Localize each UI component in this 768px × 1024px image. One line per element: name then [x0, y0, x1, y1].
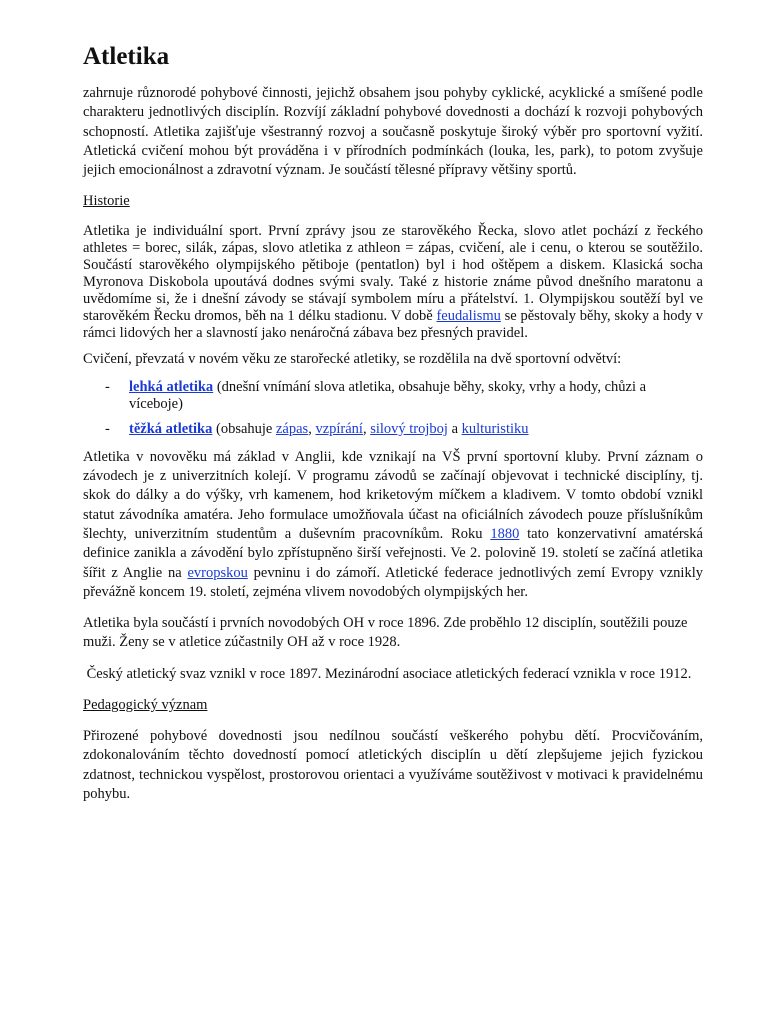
list-item-tezka [83, 421, 703, 438]
novovek-text-2: tato konzervativní amatérská definice zanikla a závodění bylo zpřístupněno širší veřejnosti. Ve 2. polovině 19. století se začíná atletika šířit z Anglie na [83, 525, 703, 581]
pedagogicky-heading: Pedagogický význam [83, 697, 208, 714]
tezka-atletika-link[interactable]: těžká atletika [129, 420, 213, 437]
historie-heading: Historie [83, 193, 130, 210]
zapas-link[interactable]: zápas [275, 420, 309, 437]
dash-bullet: - [105, 420, 110, 437]
year-1880-link[interactable]: 1880 [490, 525, 520, 542]
page-title: Atletika [83, 43, 170, 70]
novovek-text-1: Atletika v novověku má základ v Anglii, kde vznikají na VŠ první sportovní kluby. První záznam o závodech je z univerzitních kolejí. V programu závodů se začínají objevovat i technické disciplíny, tj. skok do dálky a do výšky, vrh kamenem, hod kriketovým míčkem a kladivem. V tomto období vznikl statut závodníka amatéra. Jeho formulace umožňovala účast na oficiálních závodech pouze příslušníkům šlechty, univerzitním studentům a duševním pracovníkům. Roku [83, 448, 703, 542]
cviceni-intro-paragraph: Cvičení, převzatá v novém věku ze starořecké atletiky, se rozdělila na dvě sportovní odvětví: [83, 351, 622, 368]
comma: , [362, 420, 371, 437]
conjunction: a [447, 420, 462, 437]
novovek-text-3: pevninu i do zámoří. Atletické federace jednotlivých zemí Evropy vznikly převážně koncem 19. století, zejména vlivem novodobých olympijských her. [83, 564, 703, 600]
kulturistiku-link[interactable]: kulturistiku [461, 420, 529, 437]
historie-paragraph [83, 223, 703, 342]
oh-paragraph: Atletika byla součástí i prvních novodobých OH v roce 1896. Zde proběhlo 12 disciplín, soutěžili pouze muži. Ženy se v atletice zúčastnily OH až v roce 1928. [83, 615, 688, 651]
document-page [83, 40, 703, 804]
comma: , [308, 420, 316, 437]
svaz-paragraph: Český atletický svaz vznikl v roce 1897. Mezinárodní asociace atletických federací vznikla v roce 1912. [83, 665, 692, 682]
lehka-atletika-desc: (dnešní vnímání slova atletika, obsahuje běhy, skoky, vrhy a hody, chůzi a víceboje) [129, 378, 647, 412]
list-item-lehka [83, 379, 703, 413]
silovy-trojboj-link[interactable]: silový trojboj [370, 420, 448, 437]
novovek-paragraph [83, 448, 703, 602]
historie-text-after: se pěstovaly běhy, skoky a hody v rámci lidových her a slavností jako nenáročná zábava bez přesných pravidel. [83, 308, 703, 342]
pedagogicky-paragraph: Přirozené pohybové dovednosti jsou nedílnou součástí veškerého pohybu dětí. Procvičováním, zdokonalováním těchto dovedností pomocí atletických disciplín u dětí zlepšujeme jejich fyzickou zdatnost, technickou vyspělost, prostorovou orientaci a využíváme soutěživost v motivaci k pravidelnému pohybu. [83, 728, 703, 802]
sport-branches-list [83, 379, 703, 438]
intro-paragraph: zahrnuje různorodé pohybové činnosti, jejichž obsahem jsou pohyby cyklické, acyklické a smíšené podle charakteru jednotlivých disciplín. Rozvíjí základní pohybové dovednosti a dochází k rozvoji pohybových schopností. Atletika zajišťuje všestranný rozvoj a současně poskytuje široký výběr pro sportovní vyžití. Atletická cvičení mohou být prováděna i v přírodních podmínkách (louka, les, park), to potom zvyšuje jejich emocionálnost a zdravotní význam. Je součástí tělesné přípravy většiny sportů. [83, 85, 703, 179]
historie-text-before: Atletika je individuální sport. První zprávy jsou ze starověkého Řecka, slovo atlet pochází z řeckého athletes = borec, silák, zápas, slovo atletika z athleon = zápas, cvičení, ale i cenu, o kterou se soutěžilo. Součástí starověkého olympijského pětiboje (pentatlon) byl i hod oštěpem a diskem. Klasická socha Myronova Diskobola upoutává dodnes svými svaly. Také z historie známe původ dnešního maratonu a uvědomíme si, že i dnešní závody se stávají symbolem míru a přátelství. 1. Olympijskou soutěží byl ve starověkém Řecku dromos, běh na 1 délku stadionu. V době [83, 223, 703, 325]
dash-bullet: - [105, 378, 110, 395]
lehka-atletika-link[interactable]: lehká atletika [129, 378, 214, 395]
evropskou-link[interactable]: evropskou [187, 564, 248, 581]
feudalismu-link[interactable]: feudalismu [436, 308, 501, 325]
vzpirani-link[interactable]: vzpírání [315, 420, 363, 437]
tezka-desc-open: (obsahuje [212, 420, 276, 437]
